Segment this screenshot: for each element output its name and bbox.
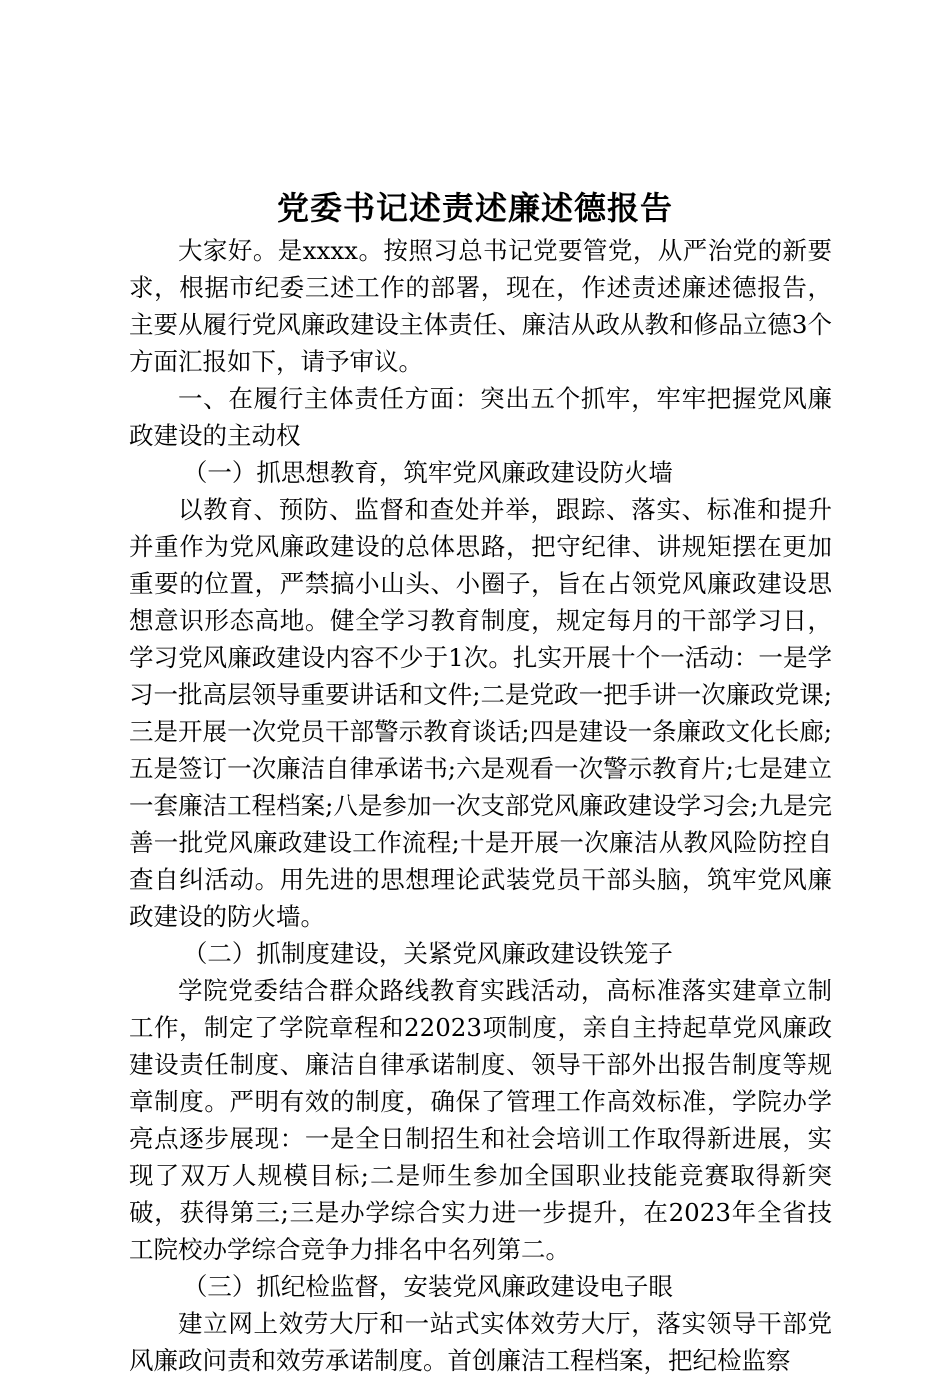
document-body <box>129 232 832 1379</box>
paragraph-opening: 大家好。是xxxx。按照习总书记党要管党，从严治党的新要求，根据市纪委三述工作的部署，现在，作述责述廉述德报告，主要从履行党风廉政建设主体责任、廉洁从政从教和修品立德3个方面汇报如下，请予审议。 <box>129 236 832 376</box>
subsection-heading-3: （三）抓纪检监督，安装党风廉政建设电子眼 <box>182 1272 673 1301</box>
paragraph-education: 以教育、预防、监督和查处并举，跟踪、落实、标准和提升并重作为党风廉政建设的总体思路，把守纪律、讲规矩摆在更加重要的位置，严禁搞小山头、小圈子，旨在占领党风廉政建设思想意识形态高地。健全学习教育制度，规定每月的干部学习日，学习党风廉政建设内容不少于1次。扎实开展十个一活动：一是学习一批高层领导重要讲话和文件;二是党政一把手讲一次廉政党课;三是开展一次党员干部警示教育谈话;四是建设一条廉政文化长廊;五是签订一次廉洁自律承诺书;六是观看一次警示教育片;七是建立一套廉洁工程档案;八是参加一次支部党风廉政建设学习会;九是完善一批党风廉政建设工作流程;十是开展一次廉洁从教风险防控自查自纠活动。用先进的思想理论武装党员干部头脑，筑牢党风廉政建设的防火墙。 <box>129 495 832 931</box>
subsection-heading-1: （一）抓思想教育，筑牢党风廉政建设防火墙 <box>182 458 673 487</box>
document-title: 党委书记述责述廉述德报告 <box>276 189 673 227</box>
subsection-heading-2: （二）抓制度建设，关紧党风廉政建设铁笼子 <box>182 939 673 968</box>
section-heading-1: 一、在履行主体责任方面：突出五个抓牢，牢牢把握党风廉政建设的主动权 <box>129 384 832 450</box>
paragraph-supervision: 建立网上效劳大厅和一站式实体效劳大厅，落实领导干部党风廉政问责和效劳承诺制度。首创廉洁工程档案，把纪检监察 <box>129 1309 832 1375</box>
paragraph-institution: 学院党委结合群众路线教育实践活动，高标准落实建章立制工作，制定了学院章程和22023项制度，亲自主持起草党风廉政建设责任制度、廉洁自律承诺制度、领导干部外出报告制度等规章制度。严明有效的制度，确保了管理工作高效标准，学院办学亮点逐步展现：一是全日制招生和社会培训工作取得新进展，实现了双万人规模目标;二是师生参加全国职业技能竞赛取得新突破，获得第三;三是办学综合实力进一步提升，在2023年全省技工院校办学综合竞争力排名中名列第二。 <box>129 976 832 1264</box>
